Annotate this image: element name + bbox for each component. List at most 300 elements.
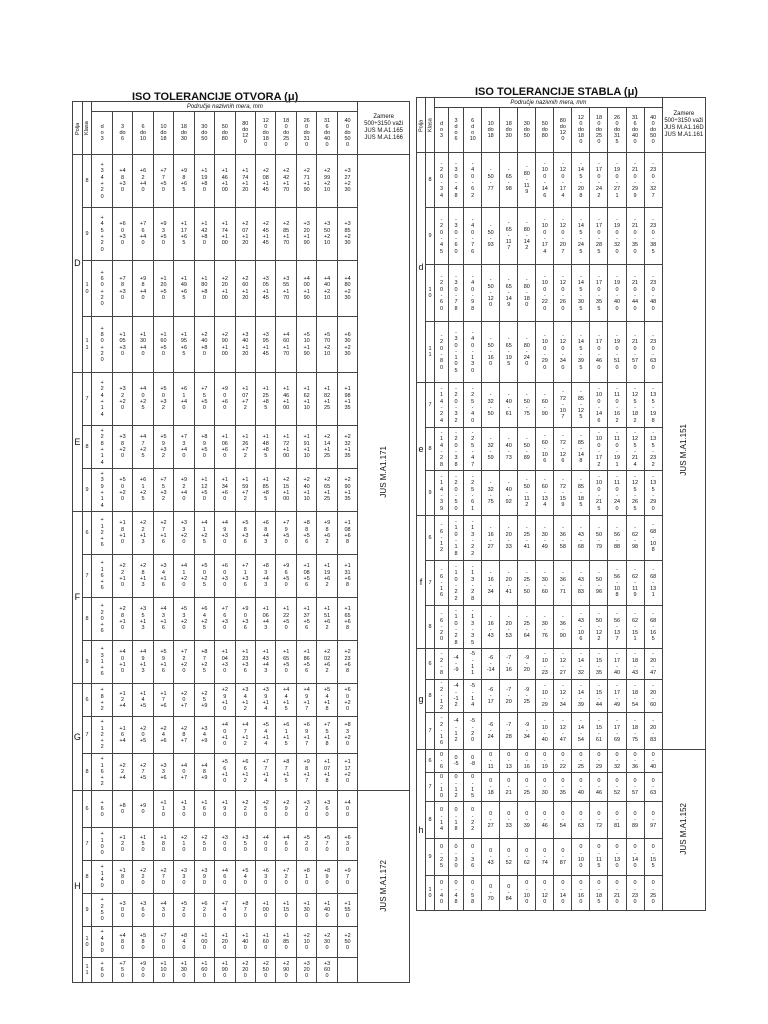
header-range-cell: d o 3 [92, 112, 112, 155]
header-range-cell: 18 0 do 25 0 [590, 108, 608, 153]
tolerance-cell: - 56 - 13 7 [608, 606, 626, 649]
tolerance-cell: - 10 - 29 [536, 680, 554, 713]
field-cell: e [417, 383, 426, 516]
tolerance-cell: +2 8 +7 [174, 717, 194, 754]
tolerance-cell: +1 65 +6 8 [337, 598, 358, 641]
tolerance-cell: +1 07 +1 8 [317, 754, 337, 791]
header-range-cell: 40 0 do 50 0 [644, 108, 662, 153]
tolerance-cell: - 18 - 75 [626, 713, 644, 750]
tolerance-cell: +6 0 +3 0 [215, 555, 235, 598]
klasa-cell: 1 0 [82, 261, 92, 317]
tolerance-cell: - 14 5 - 39 5 [572, 322, 590, 383]
tolerance-cell: +2 20 0 [235, 958, 255, 983]
tolerance-cell: 0 - 3 0 [449, 839, 464, 876]
tolerance-cell: +2 85 +1 70 [276, 208, 296, 261]
tolerance-cell: +3 60 0 [317, 958, 337, 983]
tolerance-cell: -4 - -9 [449, 649, 464, 680]
tolerance-cell: +1 7 +6 [153, 684, 173, 717]
tolerance-cell: +8 9 +5 0 [194, 426, 214, 469]
tolerance-cell: - 1 3 - 3 5 [464, 606, 482, 649]
tolerance-cell: +2 8 +1 3 [133, 555, 153, 598]
tolerance-cell: +3 6 0 [133, 894, 153, 927]
tolerance-cell: + 1 2 + 6 [92, 512, 112, 555]
tolerance-cell: +1 49 +6 5 [174, 261, 194, 317]
tolerance-cell: 0 - 33 [500, 802, 518, 839]
tolerance-cell: +5 4 0 [235, 861, 255, 894]
tolerance-cell: +1 4 +5 [133, 684, 153, 717]
tolerance-cell: +2 15 +1 00 [276, 469, 296, 512]
tolerance-cell: +4 7 +2 5 [133, 426, 153, 469]
header-range-cell: 80 do 12 0 [235, 112, 255, 155]
tolerance-cell: +2 90 0 [276, 958, 296, 983]
tolerance-cell: +2 9 +1 0 [215, 684, 235, 717]
tolerance-cell: + 1 0 0 [92, 828, 112, 861]
page-title: ISO TOLERANCIJE OTVORA (μ) [132, 91, 299, 103]
klasa-cell: 6 [82, 684, 92, 717]
tolerance-cell: +6 3 0 [337, 828, 358, 861]
tolerance-cell: 0 - 1 8 [449, 802, 464, 839]
tolerance-cell: - 50 - 11 2 [518, 471, 536, 516]
tolerance-cell: 0 - 32 [608, 750, 626, 773]
table-row [417, 750, 706, 773]
field-cell: h [417, 750, 426, 911]
tolerance-cell: 0 - 23 0 [626, 876, 644, 911]
tolerance-cell: - 40 - 61 [500, 383, 518, 428]
klasa-cell: 6 [82, 791, 92, 828]
tolerance-cell: +1 08 +6 8 [337, 512, 358, 555]
tolerance-cell: +2 40 +8 0 [194, 317, 214, 373]
tolerance-cell: -6 - 17 [482, 680, 500, 713]
tolerance-cell: - 13 5 - 23 2 [644, 428, 662, 471]
standard-cell [662, 750, 705, 911]
tolerance-cell: +2 5 0 [256, 791, 276, 828]
tolerance-cell: +2 99 +2 10 [317, 155, 337, 208]
tolerance-cell: +7 5 +5 0 [194, 373, 214, 426]
tolerance-cell: +1 30 0 [296, 894, 316, 927]
tolerance-cell: +1 1 0 [153, 791, 173, 828]
tolerance-cell: +8 9 0 [317, 861, 337, 894]
header-klasa: Klasa [82, 102, 92, 155]
tolerance-cell: +6 0 +2 0 [337, 684, 358, 717]
tolerance-cell: 0 - 1 5 [464, 773, 482, 802]
tolerance-cell: +2 2 +1 3 [133, 512, 153, 555]
tolerance-cell: 0 - 14 0 [554, 876, 572, 911]
tolerance-cell: + 6 0 [92, 958, 112, 983]
tolerance-cell: 0 -5 [449, 750, 464, 773]
tolerance-cell: - 20 - 53 [500, 606, 518, 649]
tolerance-cell: +1 6 0 [194, 791, 214, 828]
tolerance-cell: - 13 5 - 19 8 [644, 383, 662, 428]
tolerance-cell: +1 8 0 [153, 828, 173, 861]
tolerance-cell: +3 6 0 [317, 791, 337, 828]
tolerance-cell: - 2 0 - 3 8 [449, 428, 464, 471]
tolerance-cell: - 72 - 10 7 [554, 383, 572, 428]
tolerance-cell: +5 70 +2 10 [317, 317, 337, 373]
tolerance-cell: +7 1 +3 6 [235, 555, 255, 598]
tolerance-cell: - 21 0 - 29 9 [626, 153, 644, 208]
tolerance-cell: 0 - 11 [482, 750, 500, 773]
tolerance-cell: - 3 0 - 7 8 [449, 265, 464, 322]
tolerance-cell: +4 4 +1 5 [276, 684, 296, 717]
tolerance-cell: +4 0 +7 [174, 754, 194, 791]
tolerance-cell: - 60 - 10 6 [536, 428, 554, 471]
tolerance-cell: +2 90 +1 00 [215, 317, 235, 373]
table-row [417, 265, 706, 322]
header-range-cell: d o 3 [435, 108, 449, 153]
tolerance-cell: - 50 - 93 [482, 208, 500, 265]
tolerance-cell: +7 0 0 [153, 927, 173, 958]
tolerance-cell: +5 0 +2 5 [194, 555, 214, 598]
field-cell: f [417, 516, 426, 649]
klasa-cell: 7 [82, 828, 92, 861]
tolerance-cell: - 1 0 - 2 2 [449, 561, 464, 606]
tolerance-cell: +1 04 +3 0 [215, 641, 235, 684]
tolerance-cell: - 32 - 59 [482, 428, 500, 471]
tolerance-cell: +5 9 +3 2 [153, 426, 173, 469]
tolerance-cell: - 2 - 1 2 [435, 680, 449, 713]
tolerance-cell: - 30 - 76 [536, 606, 554, 649]
tolerance-cell: +2 7 +1 6 [153, 512, 173, 555]
tolerance-cell: -5 - 1 4 [464, 680, 482, 713]
tolerance-cell: - 6 - 2 0 [435, 606, 449, 649]
header-range-cell: 10 do 18 [153, 112, 173, 155]
klasa-cell: 1 1 [82, 958, 92, 983]
tolerance-cell: - 15 - 35 [590, 649, 608, 680]
tolerance-cell: - 85 - 14 8 [572, 428, 590, 471]
field-cell: d [417, 153, 426, 383]
tolerance-cell: - 14 - 39 [572, 680, 590, 713]
klasa-cell: 9 [426, 471, 435, 516]
tolerance-cell: 0 - 43 [482, 839, 500, 876]
tolerance-cell: 0 - 5 8 [464, 876, 482, 911]
header-range-cell: 12 0 do 18 0 [256, 112, 276, 155]
tolerance-cell: - 80 - 11 9 [518, 153, 536, 208]
klasa-cell: 1 0 [426, 876, 435, 911]
tolerance-cell: 0 - 97 [644, 802, 662, 839]
tolerance-cell: - 36 - 71 [554, 561, 572, 606]
header-range-cell: 12 0 do 18 0 [572, 108, 590, 153]
tolerance-cell: - 20 - 60 [644, 680, 662, 713]
tolerance-cell: 0 - 27 [482, 802, 500, 839]
tolerance-cell: +2 30 0 [317, 927, 337, 958]
tolerance-cell: - 2 0 - 8 0 [435, 322, 449, 383]
tolerance-cell: +1 17 +2 0 [337, 754, 358, 791]
tolerance-cell: - 68 - 10 8 [644, 516, 662, 561]
tolerance-cell: - 12 - 27 [554, 649, 572, 680]
tolerance-cell: 0 - 21 0 [608, 876, 626, 911]
tolerance-cell: +1 19 +6 2 [317, 555, 337, 598]
tolerance-cell: - 12 - 34 [554, 680, 572, 713]
tolerance-cell: - 1 3 - 2 2 [464, 516, 482, 561]
table-row [417, 649, 706, 680]
tolerance-cell: - 50 - 77 [482, 153, 500, 208]
tolerance-cell: + 4 5 + 2 0 [92, 208, 112, 261]
tolerance-cell: + 3 9 + 1 4 [92, 469, 112, 512]
tolerance-cell: +1 60 +5 0 [153, 317, 173, 373]
tolerance-cell: +1 30 +4 0 [133, 317, 153, 373]
header-range-cell: 31 6 do 40 0 [317, 112, 337, 155]
tolerance-cell: -7 - 16 [500, 649, 518, 680]
tolerance-cell: +8 4 0 [174, 927, 194, 958]
klasa-cell: 1 1 [426, 322, 435, 383]
tolerance-cell: - 23 0 - 63 0 [644, 322, 662, 383]
tolerance-cell: -9 - 34 [518, 713, 536, 750]
tolerance-cell: +1 26 +7 2 [235, 426, 255, 469]
tolerance-cell: - 19 0 - 32 0 [608, 208, 626, 265]
tolerance-cell: - 4 0 - 6 2 [464, 153, 482, 208]
tolerance-cell: +6 1 +2 5 [133, 469, 153, 512]
tolerance-cell: - 17 - 40 [608, 649, 626, 680]
tolerance-cell: +1 2 +4 [112, 684, 132, 717]
klasa-cell: 8 [82, 598, 92, 641]
tolerance-cell: - 50 - 79 [590, 516, 608, 561]
tolerance-cell: +5 3 +2 0 [174, 598, 194, 641]
tolerance-cell: - 11 0 - 19 1 [608, 428, 626, 471]
klasa-cell: 7 [82, 373, 92, 426]
header-size-range: Područje nazivnih mera, mm [92, 102, 358, 112]
tolerance-cell: +6 8 +4 3 [256, 512, 276, 555]
tolerance-cell: +1 2 0 [112, 828, 132, 861]
klasa-cell: 8 [426, 606, 435, 649]
tolerance-cell: +1 65 +5 0 [276, 641, 296, 684]
tolerance-cell: +1 06 +4 3 [256, 598, 276, 641]
tolerance-cell: +8 3 +4 3 [256, 555, 276, 598]
tolerance-cell: 0 - 1 4 [435, 802, 449, 839]
tolerance-cell: 0 - 25 0 [644, 876, 662, 911]
tolerance-cell: +3 0 0 [215, 828, 235, 861]
tolerance-cell: -7 - 28 [500, 713, 518, 750]
tolerance-cell: + 1 6 + 6 [92, 555, 112, 598]
tolerance-cell: -9 - 20 [518, 649, 536, 680]
tolerance-cell: 0 - 62 [518, 839, 536, 876]
field-cell: G [73, 684, 83, 791]
tolerance-cell: - 18 - 43 [626, 649, 644, 680]
tolerance-cell: +3 9 0 [194, 861, 214, 894]
table-row [417, 561, 706, 606]
tolerance-cell: - 13 5 - 29 0 [644, 471, 662, 516]
table-row [417, 516, 706, 561]
tolerance-cell: + 2 5 0 [92, 894, 112, 927]
tolerance-cell: +2 2 +1 0 [112, 555, 132, 598]
tolerance-cell: +7 5 0 [112, 958, 132, 983]
tolerance-cell: 0 - 4 8 [449, 876, 464, 911]
tolerance-cell: +9 0 [133, 791, 153, 828]
tolerance-cell: +1 46 +1 00 [215, 155, 235, 208]
tolerance-cell: +4 40 +2 10 [317, 261, 337, 317]
tolerance-cell: +1 60 0 [194, 958, 214, 983]
tolerance-cell: +2 14 +1 25 [317, 426, 337, 469]
tolerance-cell: + 6 0 + 2 0 [92, 261, 112, 317]
tolerance-cell: +3 40 +1 20 [235, 317, 255, 373]
tolerance-cell: +4 6 0 [215, 861, 235, 894]
tolerance-cell: +2 50 0 [337, 927, 358, 958]
tolerance-cell: - 2 0 - 6 0 [435, 265, 449, 322]
tolerance-cell: - 1 4 - 2 8 [435, 428, 449, 471]
klasa-cell: 8 [82, 426, 92, 469]
tolerance-cell: +4 60 +1 70 [276, 317, 296, 373]
tolerance-cell: 0 - 13 [500, 750, 518, 773]
page-title: ISO TOLERANCIJE STABLA (μ) [475, 86, 638, 98]
tolerance-cell: - 23 0 - 38 5 [644, 208, 662, 265]
tolerance-cell: +5 0 +2 0 [112, 469, 132, 512]
tolerance-cell: +1 91 +1 10 [296, 426, 316, 469]
tolerance-cell: +2 42 +1 70 [276, 155, 296, 208]
header-range-cell: 30 do 50 [194, 112, 214, 155]
tolerance-cell: - 32 - 50 [482, 383, 500, 428]
tolerance-cell: - 72 - 12 6 [554, 428, 572, 471]
tolerance-cell: - 12 5 - 21 4 [626, 428, 644, 471]
tolerance-cell: +1 74 +1 20 [235, 155, 255, 208]
tolerance-cell: +3 20 +1 90 [296, 208, 316, 261]
tolerance-cell: +5 8 0 [133, 927, 153, 958]
tolerance-cell: +2 65 +1 25 [317, 469, 337, 512]
tolerance-cell: - 12 5 - 26 5 [626, 471, 644, 516]
tolerance-cell: - 4 0 - 9 8 [464, 265, 482, 322]
table-row [417, 606, 706, 649]
tolerance-cell: - 4 0 - 1 3 0 [464, 322, 482, 383]
tolerance-cell: +6 2 0 [194, 894, 214, 927]
tolerance-cell: +1 22 +5 0 [276, 598, 296, 641]
tolerance-cell: - 20 - 41 [500, 561, 518, 606]
header-range-cell: 26 0 do 31 0 [296, 112, 316, 155]
table-row [417, 680, 706, 713]
tolerance-cell: +9 0 +6 0 [215, 373, 235, 426]
tolerance-cell: - 4 0 - 7 6 [464, 208, 482, 265]
tolerance-cell: 0 - 36 [626, 750, 644, 773]
tolerance-cell: +1 43 +4 3 [256, 641, 276, 684]
tolerance-cell: 0 - 46 [536, 802, 554, 839]
tolerance-cell: +2 32 +1 35 [337, 426, 358, 469]
tolerance-cell: - 10 0 - 29 0 [536, 322, 554, 383]
tolerance-cell: +4 9 +3 0 [215, 512, 235, 555]
tolerance-cell: - 25 - 50 [518, 561, 536, 606]
tolerance-cell: - 17 0 - 24 2 [590, 153, 608, 208]
tolerance-cell: - 23 0 - 48 0 [644, 265, 662, 322]
tolerance-cell: +9 0 0 [133, 958, 153, 983]
tolerance-cell: +4 8 0 [112, 927, 132, 958]
tolerance-cell: + 8 + 2 [92, 684, 112, 717]
tolerance-cell: +7 2 +2 0 [174, 641, 194, 684]
tolerance-cell: - 16 - 27 [482, 516, 500, 561]
tolerance-cell: +2 90 +1 35 [337, 469, 358, 512]
tolerance-cell: +1 80 +8 0 [194, 261, 214, 317]
tolerance-cell: +7 6 +4 0 [133, 208, 153, 261]
tolerance-cell: 0 - 63 [644, 773, 662, 802]
tolerance-cell: - 62 - 98 [626, 516, 644, 561]
tolerance-cell: - 50 - 75 [518, 383, 536, 428]
field-cell: g [417, 649, 426, 750]
tolerance-cell: +3 5 0 [235, 828, 255, 861]
tolerance-cell: +3 85 +2 30 [337, 208, 358, 261]
tolerance-cell: +1 10 0 [153, 958, 173, 983]
tolerance-cell: +1 90 0 [215, 958, 235, 983]
tolerance-cell: +3 50 +2 10 [317, 208, 337, 261]
klasa-cell: 6 [426, 649, 435, 680]
tolerance-cell: - 30 - 49 [536, 516, 554, 561]
tolerance-cell: - 17 0 - 28 5 [590, 208, 608, 265]
tolerance-cell: +6 2 +4 0 [133, 155, 153, 208]
tolerance-cell: - 20 - 47 [644, 649, 662, 680]
tolerance-cell: +2 5 +9 [194, 684, 214, 717]
tolerance-cell: 0 - 87 [554, 839, 572, 876]
tolerance-cell: +4 1 +2 5 [194, 512, 214, 555]
tolerance-cell: +6 9 +1 7 [296, 717, 316, 754]
tolerance-cell: + 2 4 + 1 4 [92, 373, 112, 426]
tolerance-cell: - 12 0 - 34 0 [554, 322, 572, 383]
tolerance-cell: 0 - 63 [572, 802, 590, 839]
tolerance-cell: - 2 5 - 6 1 [464, 471, 482, 516]
tolerance-cell: +1 08 +5 6 [296, 555, 316, 598]
klasa-cell: 7 [426, 713, 435, 750]
tolerance-cell: +9 0 +3 6 [235, 598, 255, 641]
tolerance-cell: - 2 - 8 [435, 649, 449, 680]
tolerance-cell: - 21 0 - 35 0 [626, 208, 644, 265]
tolerance-cell: +4 8 +3 0 [112, 155, 132, 208]
tolerance-cell: +2 8 +1 0 [112, 598, 132, 641]
tolerance-cell: +4 9 +1 3 [133, 641, 153, 684]
tolerance-cell: 0 -8 [464, 750, 482, 773]
tolerance-cell: - 25 - 41 [518, 516, 536, 561]
tolerance-cell: - 3 0 - 1 0 5 [449, 322, 464, 383]
tolerance-cell: - 21 0 - 44 0 [626, 265, 644, 322]
table-row [417, 471, 706, 516]
tolerance-cell: +9 6 +5 0 [276, 555, 296, 598]
tolerance-cell: +2 40 +1 10 [296, 469, 316, 512]
header-zamere: Zamere 500÷3150 važi JUS M.A1.165 JUS M.A1.166 [358, 102, 410, 155]
tolerance-cell: - 36 - 90 [554, 606, 572, 649]
tolerance-cell: - 36 - 58 [554, 516, 572, 561]
header-range-cell: 18 0 do 25 0 [276, 112, 296, 155]
tolerance-cell: +1 34 +6 0 [215, 469, 235, 512]
tolerance-cell: +6 30 +2 30 [337, 317, 358, 373]
header-range-cell: 40 0 do 50 0 [337, 112, 358, 155]
tolerance-cell: 0 - 2 2 [464, 802, 482, 839]
tolerance-cell: +1 60 0 [256, 927, 276, 958]
tolerance-cell: +1 05 +3 0 [112, 317, 132, 373]
tolerance-cell: - 56 - 88 [608, 516, 626, 561]
klasa-cell: 8 [426, 153, 435, 208]
tolerance-cell: - 2 0 - 4 5 [435, 208, 449, 265]
standard-cell [358, 791, 410, 983]
tolerance-cell: - 19 0 - 51 0 [608, 322, 626, 383]
tolerance-cell: +3 4 +9 [194, 717, 214, 754]
table-row [417, 208, 706, 265]
tolerance-cell: +1 46 +1 00 [276, 373, 296, 426]
tolerance-cell: +2 2 0 [235, 791, 255, 828]
klasa-cell: 9 [82, 641, 92, 684]
klasa-cell: 9 [82, 469, 92, 512]
tolerance-cell: - 20 - 33 [500, 516, 518, 561]
tolerance-cell: - 2 - 1 6 [435, 713, 449, 750]
header-range-cell: 6 d o 10 [464, 108, 482, 153]
tolerance-cell: +2 60 +1 20 [235, 261, 255, 317]
tolerance-cell: + 2 8 + 1 4 [92, 426, 112, 469]
tolerance-cell: - 2 0 - 3 4 [435, 153, 449, 208]
tolerance-cell: +1 40 0 [317, 894, 337, 927]
header-range-cell: 31 6 do 40 0 [626, 108, 644, 153]
tolerance-cell: +9 8 +4 0 [133, 261, 153, 317]
tolerance-cell: - 80 - 24 0 [518, 322, 536, 383]
table-row [73, 791, 410, 828]
tolerance-cell: +2 07 +1 20 [235, 208, 255, 261]
tolerance-cell: - 3 0 - 4 8 [449, 153, 464, 208]
tolerance-cell: +1 5 0 [133, 828, 153, 861]
tolerance-cell: +1 19 +8 0 [194, 155, 214, 208]
tolerance-cell: - 14 5 - 20 8 [572, 153, 590, 208]
tolerance-cell: +2 50 0 [256, 958, 276, 983]
tolerance-cell: 0 - 16 0 [572, 876, 590, 911]
klasa-cell: 1 0 [82, 927, 92, 958]
